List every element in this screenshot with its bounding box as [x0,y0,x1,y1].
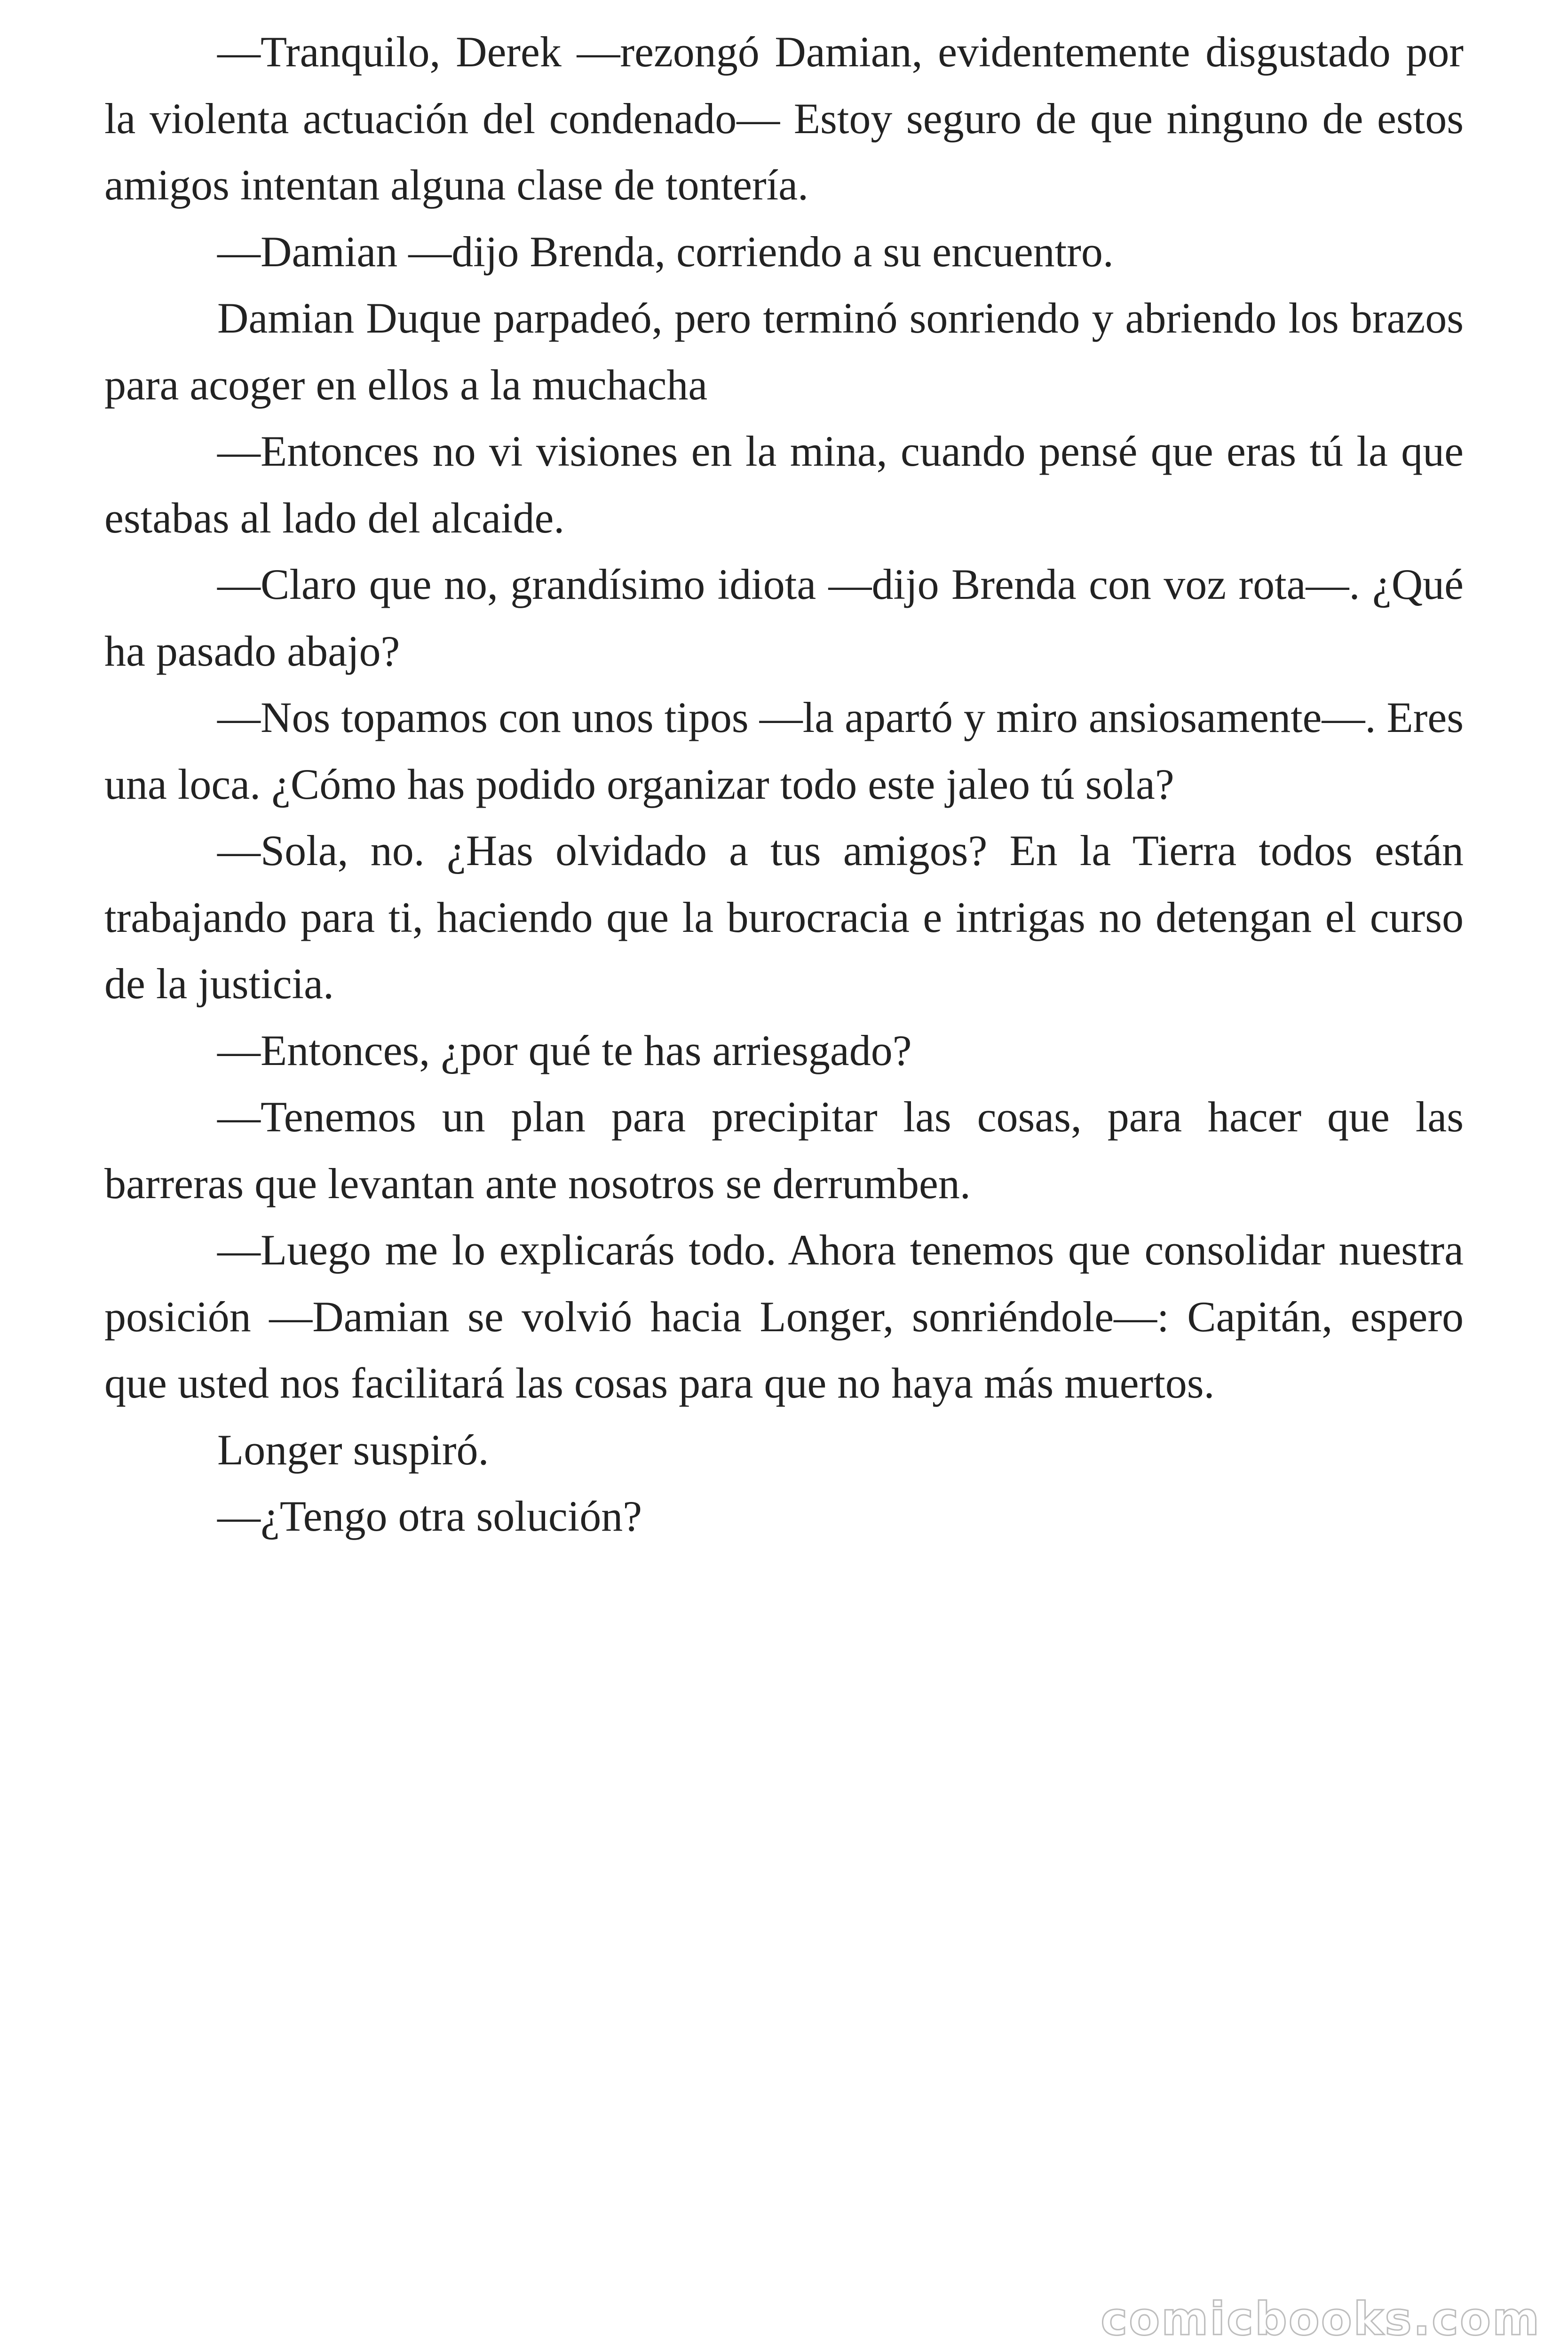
paragraph: —Entonces, ¿por qué te has arriesgado? [217,1026,912,1074]
paragraph: —Claro que no, grandísimo idiota —dijo Brenda con voz rota—. ¿Qué ha pasado abajo? [104,560,1464,675]
paragraph: —Sola, no. ¿Has olvidado a tus amigos? En la Tierra todos están trabajando para ti, haciendo que la burocracia e intrigas no detengan el curso de la justicia. [104,826,1464,1008]
paragraph: —Tranquilo, Derek —rezongó Damian, evidentemente disgustado por la violenta actuación del condenado— Estoy seguro de que ninguno de estos amigos intentan alguna clase de tontería. [104,28,1464,209]
paragraph: —Luego me lo explicarás todo. Ahora tenemos que consolidar nuestra posición —Damian se volvió hacia Longer, sonriéndole—: Capitán, espero que usted nos facilitará las cosas para que no haya más muertos. [104,1226,1464,1407]
paragraph: —Entonces no vi visiones en la mina, cuando pensé que eras tú la que estabas al lado del alcaide. [104,427,1464,542]
paragraph: —Damian —dijo Brenda, corriendo a su encuentro. [217,227,1114,276]
paragraph: —Tenemos un plan para precipitar las cosas, para hacer que las barreras que levantan ante nosotros se derrumben. [104,1093,1464,1208]
paragraph: Longer suspiró. [217,1425,489,1474]
body-text [104,19,1464,1550]
watermark: comicbooks.com [1101,2293,1541,2345]
paragraph: —Nos topamos con unos tipos —la apartó y miro ansiosamente—. Eres una loca. ¿Cómo has podido organizar todo este jaleo tú sola? [104,693,1464,808]
paragraph: —¿Tengo otra solución? [217,1492,642,1540]
paragraph: Damian Duque parpadeó, pero terminó sonriendo y abriendo los brazos para acoger en ellos a la muchacha [104,294,1464,409]
